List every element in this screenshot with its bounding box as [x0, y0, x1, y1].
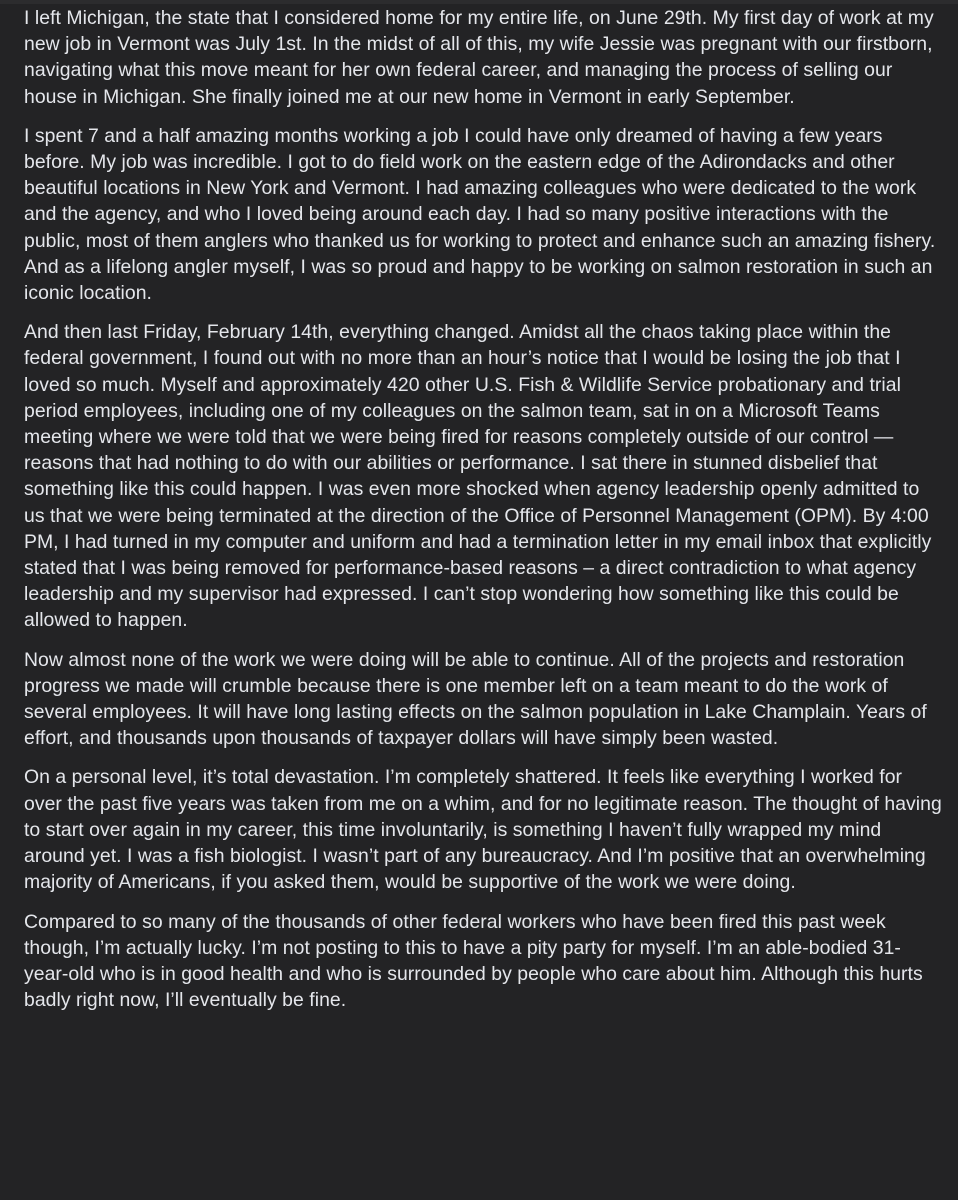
- cropped-previous-line: [0, 0, 958, 4]
- post-body: [24, 5, 944, 1026]
- paragraph-closing: Compared to so many of the thousands of other federal workers who have been fired this past week though, I’m actually lucky. I’m not posting to this to have a pity party for myself. I’m an able-bodied 31-year-old who is in good health and who is surrounded by people who care about him. Although this hurts badly right now, I’ll eventually be fine.: [24, 910, 923, 1012]
- paragraph-personal-impact: On a personal level, it’s total devastation. I’m completely shattered. It feels like everything I worked for over the past five years was taken from me on a whim, and for no legitimate reason. The thought of having to start over again in my career, this time involuntarily, is something I haven’t fully wrapped my mind around yet. I was a fish biologist. I wasn’t part of any bureaucracy. And I’m positive that an overwhelming majority of Americans, if you asked them, would be supportive of the work we were doing.: [24, 766, 942, 894]
- paragraph-job-description: I spent 7 and a half amazing months working a job I could have only dreamed of having a few years before. My job was incredible. I got to do field work on the eastern edge of the Adirondacks and other beautiful locations in New York and Vermont. I had amazing colleagues who were dedicated to the work and the agency, and who I loved being around each day. I had so many positive interactions with the public, most of them anglers who thanked us for working to protect and enhance such an amazing fishery. And as a lifelong angler myself, I was so proud and happy to be working on salmon restoration in such an iconic location.: [24, 124, 936, 305]
- paragraph-termination: And then last Friday, February 14th, everything changed. Amidst all the chaos taking place within the federal government, I found out with no more than an hour’s notice that I would be losing the job that I loved so much. Myself and approximately 420 other U.S. Fish & Wildlife Service probationary and trial period employees, including one of my colleagues on the salmon team, sat in on a Microsoft Teams meeting where we were told that we were being fired for reasons completely outside of our control — reasons that had nothing to do with our abilities or performance. I sat there in stunned disbelief that something like this could happen. I was even more shocked when agency leadership openly admitted to us that we were being terminated at the direction of the Office of Personnel Management (OPM). By 4:00 PM, I had turned in my computer and uniform and had a termination letter in my email inbox that explicitly stated that I was being removed for performance-based reasons – a direct contradiction to what agency leadership and my supervisor had expressed. I can’t stop wondering how something like this could be allowed to happen.: [24, 321, 932, 632]
- paragraph-move-to-vermont: I left Michigan, the state that I considered home for my entire life, on June 29th. My first day of work at my new job in Vermont was July 1st. In the midst of all of this, my wife Jessie was pregnant with our firstborn, navigating what this move meant for her own federal career, and managing the process of selling our house in Michigan. She finally joined me at our new home in Vermont in early September.: [24, 7, 934, 108]
- paragraph-work-impact: Now almost none of the work we were doing will be able to continue. All of the projects and restoration progress we made will crumble because there is one member left on a team meant to do the work of several employees. It will have long lasting effects on the salmon population in Lake Champlain. Years of effort, and thousands upon thousands of taxpayer dollars will have simply been wasted.: [24, 648, 927, 750]
